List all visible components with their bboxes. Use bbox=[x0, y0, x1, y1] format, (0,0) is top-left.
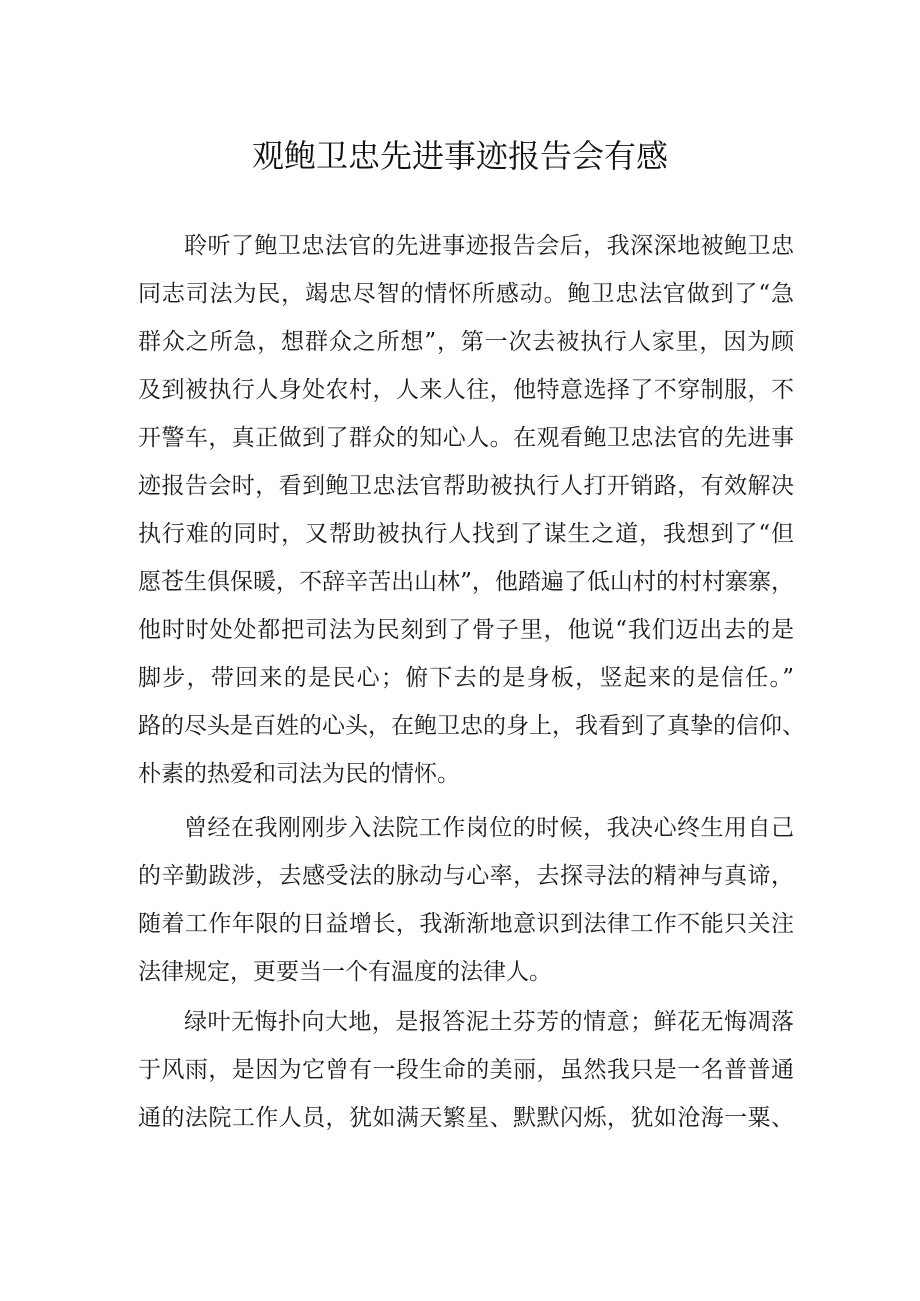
text-line: 绿叶无悔扑向大地，是报答泥土芬芳的情意；鲜花无悔凋落 bbox=[184, 1009, 794, 1035]
text-line: 迹报告会时，看到鲍卫忠法官帮助被执行人打开销路，有效解决 bbox=[138, 473, 794, 499]
text-line: 执行难的同时，又帮助被执行人找到了谋生之道，我想到了“但 bbox=[138, 521, 794, 547]
text-line: 通的法院工作人员，犹如满天繁星、默默闪烁，犹如沧海一粟、 bbox=[138, 1105, 794, 1131]
text-line: 随着工作年限的日益增长，我渐渐地意识到法律工作不能只关注 bbox=[138, 911, 794, 937]
text-line: 法律规定，更要当一个有温度的法律人。 bbox=[138, 959, 552, 985]
text-line: 于风雨，是因为它曾有一段生命的美丽，虽然我只是一名普普通 bbox=[138, 1057, 794, 1083]
paragraph-1 bbox=[138, 222, 805, 798]
document-title: 观鲍卫忠先进事迹报告会有感 bbox=[251, 137, 668, 175]
paragraph-3 bbox=[138, 998, 794, 1142]
text-line: 愿苍生俱保暖，不辞辛苦出山林”，他踏遍了低山村的村村寨寨， bbox=[138, 569, 794, 595]
text-line: 开警车，真正做到了群众的知心人。在观看鲍卫忠法官的先进事 bbox=[138, 425, 794, 451]
text-line: 及到被执行人身处农村，人来人往，他特意选择了不穿制服，不 bbox=[138, 377, 794, 403]
text-line: 他时时处处都把司法为民刻到了骨子里，他说“我们迈出去的是 bbox=[138, 617, 794, 643]
text-line: 路的尽头是百姓的心头，在鲍卫忠的身上，我看到了真挚的信仰、 bbox=[138, 713, 805, 739]
text-line: 的辛勤跋涉，去感受法的脉动与心率，去探寻法的精神与真谛， bbox=[138, 863, 794, 889]
text-line: 群众之所急，想群众之所想”，第一次去被执行人家里，因为顾 bbox=[138, 329, 794, 355]
text-line: 脚步，带回来的是民心；俯下去的是身板，竖起来的是信任。” bbox=[138, 665, 794, 691]
paragraph-2 bbox=[138, 804, 794, 996]
text-line: 聆听了鲍卫忠法官的先进事迹报告会后，我深深地被鲍卫忠 bbox=[184, 233, 794, 259]
text-line: 朴素的热爱和司法为民的情怀。 bbox=[138, 761, 460, 787]
text-line: 同志司法为民，竭忠尽智的情怀所感动。鲍卫忠法官做到了“急 bbox=[138, 281, 794, 307]
text-line: 曾经在我刚刚步入法院工作岗位的时候，我决心终生用自己 bbox=[184, 815, 794, 841]
